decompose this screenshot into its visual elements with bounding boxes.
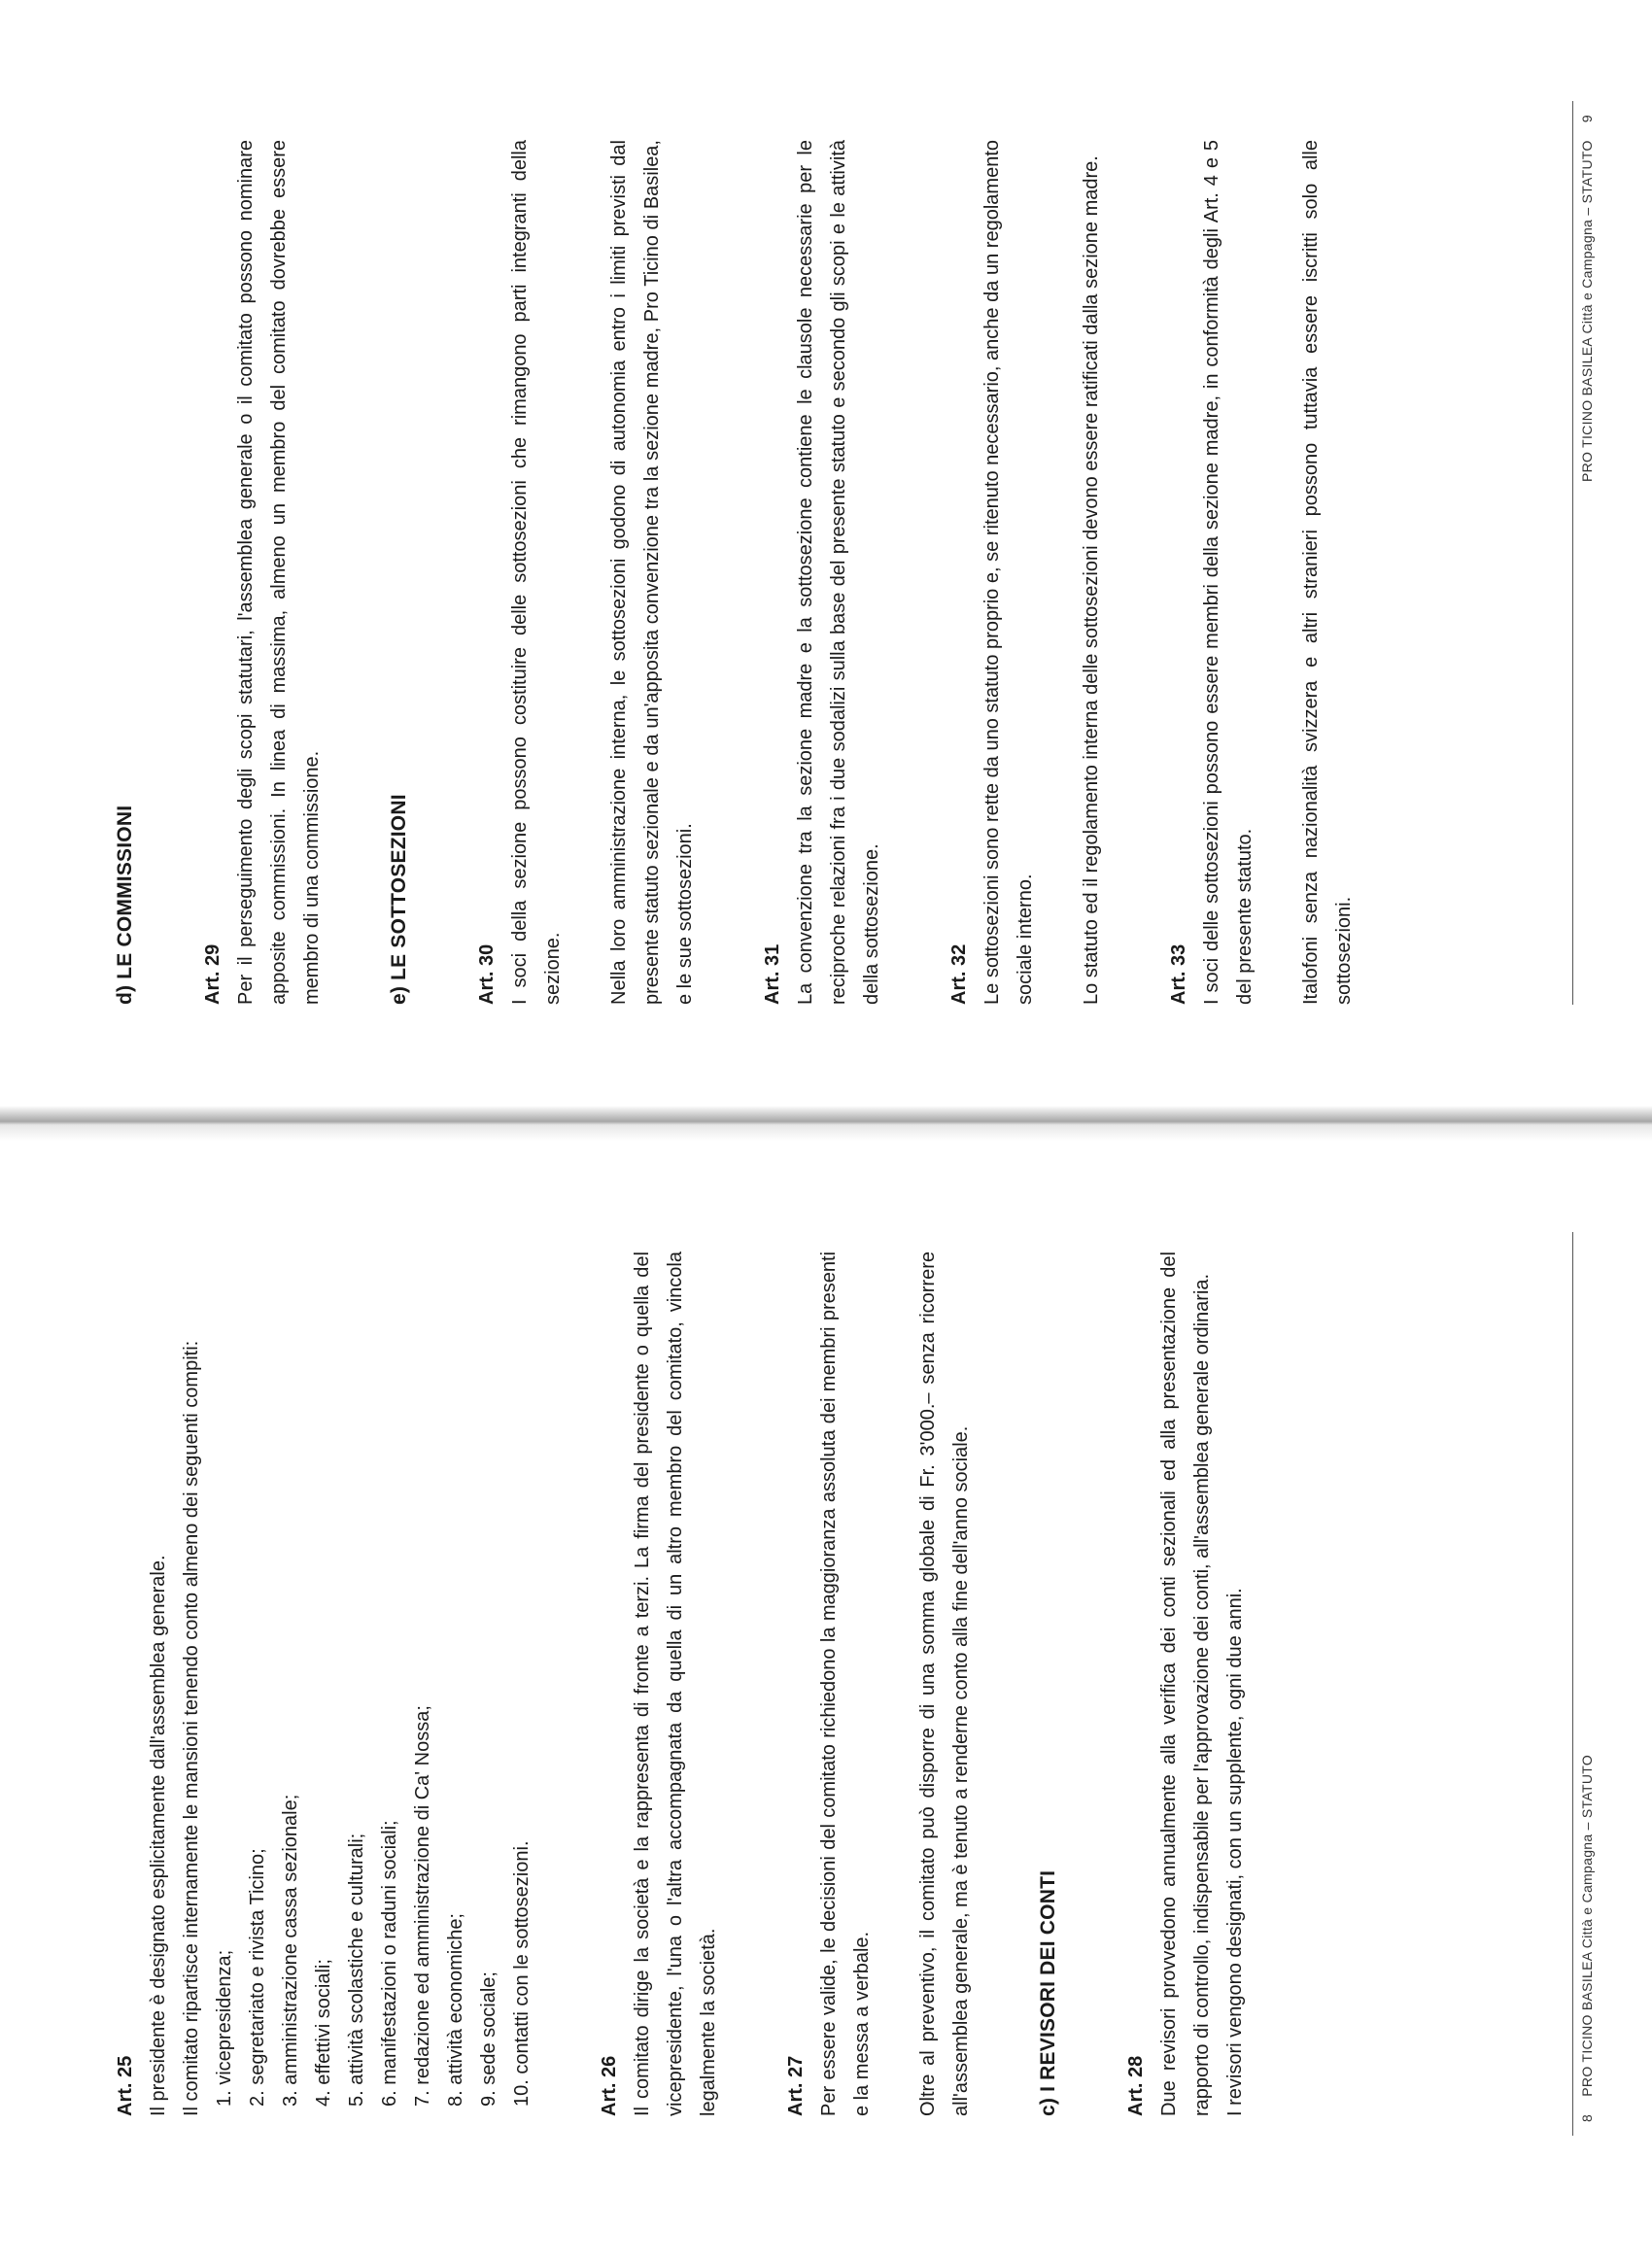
art-26-title: Art. 26: [599, 2055, 620, 2116]
art-28-paragraph-1: Due revisori provvedono annualmente alla verifica dei conti sezionali ed alla presentazione del rapporto di controllo, indispensabile per l'approvazione dei conti, all'assemblea generale ordinaria.: [1158, 1251, 1213, 2116]
list-item: 2. segretariato e rivista Ticino;: [247, 1848, 268, 2107]
art-33-paragraph-1: I soci delle sottosezioni possono essere membri della sezione madre, in conformità degli Art. 4 e 5 del presente statuto.: [1201, 140, 1256, 1005]
footer-text: Città e Campagna – STATUTO: [1579, 140, 1595, 334]
section-heading-revisori: c) I REVISORI DEI CONTI: [1037, 1869, 1059, 2116]
left-page-footer: [1572, 1232, 1596, 2136]
art-31-title: Art. 31: [762, 943, 783, 1005]
art-26-paragraph-1: Il comitato dirige la società e la rappresenta di fronte a terzi. La firma del presidente o quella del vicepresidente, l'una o l'altra accompagnata da quella di un altro membro del comitato, vincola legalmente la società.: [632, 1251, 719, 2116]
art-32-paragraph-1: Le sottosezioni sono rette da uno statuto proprio e, se ritenuto necessario, anche da un regolamento sociale interno.: [981, 140, 1036, 1005]
art-33-title: Art. 33: [1168, 943, 1189, 1005]
art-29-title: Art. 29: [202, 943, 224, 1005]
art-25-task-list: [208, 1251, 538, 2116]
footer-brand: PRO TICINO BASILEA: [1579, 337, 1595, 483]
art-30-title: Art. 30: [476, 943, 498, 1005]
art-25-paragraph-2: Il comitato ripartisce internamente le mansioni tenendo conto almeno dei seguenti compiti:: [181, 1340, 202, 2116]
right-page-footer: [1572, 101, 1596, 1005]
art-25-paragraph-1: Il presidente è designato esplicitamente dall'assemblea generale.: [148, 1555, 169, 2116]
art-25-title: Art. 25: [115, 2055, 136, 2116]
list-item: 3. amministrazione cassa sezionale;: [280, 1794, 301, 2107]
list-item: 4. effettivi sociali;: [313, 1959, 334, 2107]
list-item: 7. redazione ed amministrazione di Ca' Nossa;: [412, 1705, 433, 2107]
footer-text: Città e Campagna – STATUTO: [1579, 1754, 1595, 1949]
list-item: 9. sede sociale;: [478, 1971, 499, 2107]
list-item: 1. vicepresidenza;: [214, 1949, 235, 2107]
art-33-paragraph-2: Italofoni senza nazionalità svizzera e altri stranieri possono tuttavia essere iscritti solo alle sottosezioni.: [1300, 140, 1355, 1005]
section-heading-sottosezioni: e) LE SOTTOSEZIONI: [388, 794, 410, 1005]
art-30-paragraph-2: Nella loro amministrazione interna, le sottosezioni godono di autonomia entro i limiti previsti dal presente statuto sezionale e da un'apposita convenzione tra la sezione madre, Pro Ticino di Basilea, e le sue sottosezioni.: [608, 140, 696, 1005]
art-32-title: Art. 32: [948, 943, 970, 1005]
art-27-paragraph-1: Per essere valide, le decisioni del comitato richiedono la maggioranza assoluta dei membri presenti e la messa a verbale.: [818, 1251, 873, 2116]
right-text-column: [109, 140, 1360, 1005]
left-text-column: [109, 1251, 1252, 2116]
art-27-paragraph-2: Oltre al preventivo, il comitato può disporre di una somma globale di Fr. 3'000.– senza ricorrere all'assemblea generale, ma è tenuto a renderne conto alla fine dell'anno sociale.: [917, 1251, 972, 2116]
list-item: 10. contatti con le sottosezioni.: [511, 1840, 533, 2107]
section-heading-commissioni: d) LE COMMISSIONI: [114, 805, 136, 1005]
art-30-paragraph-1: I soci della sezione possono costituire delle sottosezioni che rimangono parti integranti della sezione.: [509, 140, 564, 1005]
page-number: 9: [1579, 115, 1595, 123]
footer-brand: PRO TICINO BASILEA: [1579, 1952, 1595, 2097]
page-number: 8: [1579, 2113, 1595, 2122]
art-29-paragraph-1: Per il perseguimento degli scopi statutari, l'assemblea generale o il comitato possono nominare apposite commissioni. In linea di massima, almeno un membro del comitato dovrebbe essere membro di una commissione.: [235, 140, 323, 1005]
art-31-paragraph-1: La convenzione tra la sezione madre e la sottosezione contiene le clausole necessarie per le reciproche relazioni fra i due sodalizi sulla base del presente statuto e secondo gli scopi e le attività della sottosezione.: [795, 140, 882, 1005]
art-28-paragraph-2: I revisori vengono designati, con un supplente, ogni due anni.: [1224, 1588, 1246, 2116]
list-item: 5. attività scolastiche e culturali;: [346, 1833, 367, 2107]
list-item: 8. attività economiche;: [445, 1913, 466, 2107]
art-28-title: Art. 28: [1125, 2055, 1147, 2116]
art-32-paragraph-2: Lo statuto ed il regolamento interna delle sottosezioni devono essere ratificati dalla sezione madre.: [1081, 155, 1102, 1005]
art-27-title: Art. 27: [785, 2055, 807, 2116]
list-item: 6. manifestazioni o raduni sociali;: [379, 1820, 400, 2107]
left-page: [0, 1131, 1652, 2262]
